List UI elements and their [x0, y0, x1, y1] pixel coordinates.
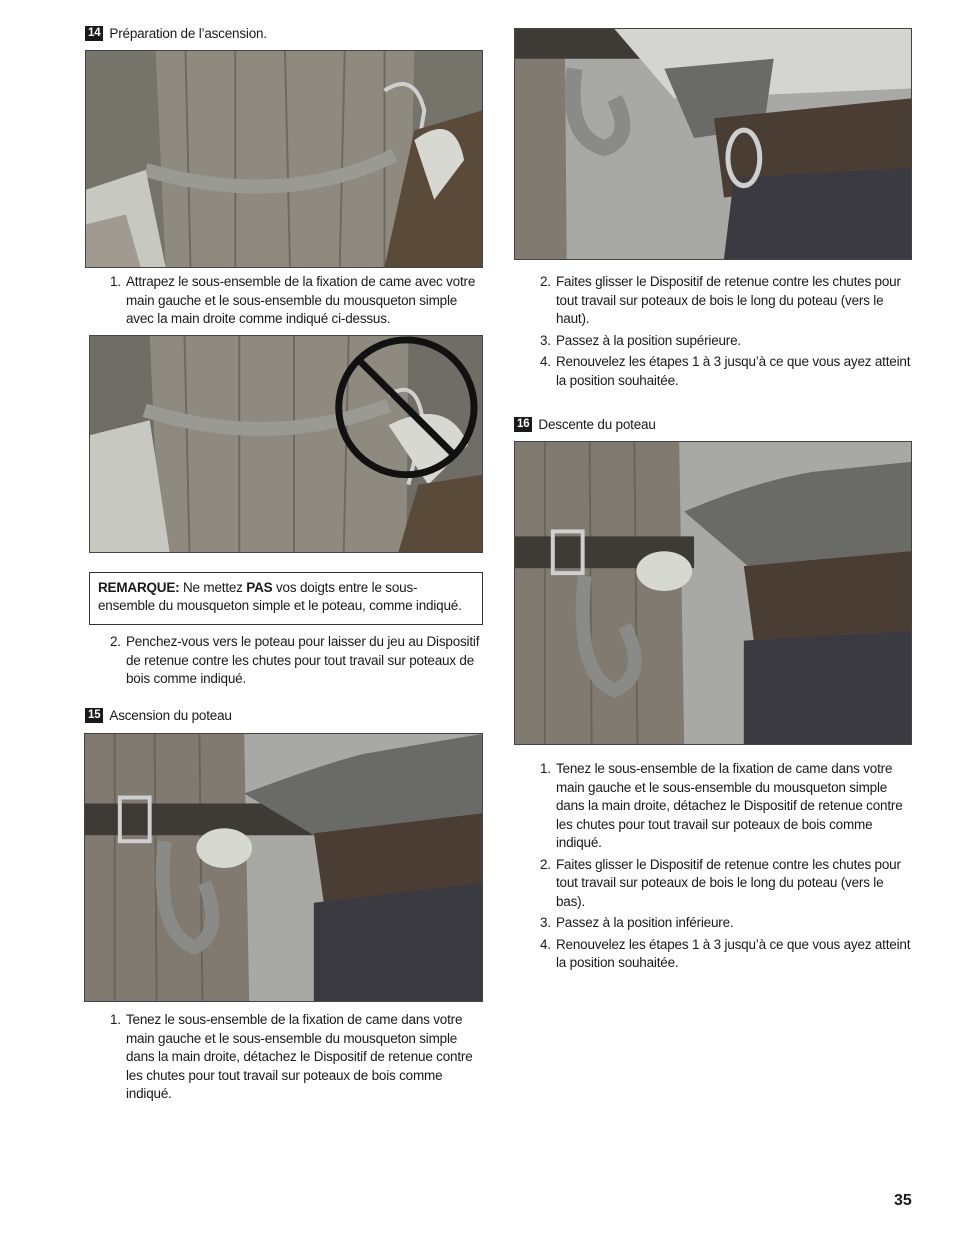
section-15-heading: [85, 708, 232, 723]
remarque-note: [89, 572, 483, 625]
list-item: 1. Tenez le sous-ensemble de la fixation de came dans votre main gauche et le sous-ensemble du mousqueton simple dans la main droite, détachez le Dispositif de retenue contre les chutes pour tout travail sur poteaux de bois comme indiqué.: [110, 1012, 473, 1101]
section-14-heading: [85, 26, 267, 41]
section-15-steps-b: [540, 273, 912, 393]
photo-ascent: [84, 733, 483, 1002]
list-item: 3. Passez à la position supérieure.: [540, 332, 741, 348]
section-15-steps-a: [110, 1011, 482, 1107]
section-16-steps: [540, 760, 912, 976]
section-title: Descente du poteau: [538, 417, 656, 432]
note-text-after: vos doigts entre le sous-ensemble du mousqueton simple et le poteau, comme indiqué.: [98, 580, 462, 613]
photo-slide-up: [514, 28, 912, 260]
list-item: 2. Faites glisser le Dispositif de retenue contre les chutes pour tout travail sur poteaux de bois le long du poteau (vers le bas).: [540, 856, 901, 909]
note-text-before: Ne mettez: [179, 580, 247, 595]
list-item: 4. Renouvelez les étapes 1 à 3 jusqu’à ce que vous ayez atteint la position souhaitée.: [540, 354, 911, 388]
step-number-badge: 15: [85, 708, 103, 723]
list-item: 4. Renouvelez les étapes 1 à 3 jusqu’à ce que vous ayez atteint la position souhaitée.: [540, 936, 911, 970]
list-item: 1. Attrapez le sous-ensemble de la fixation de came avec votre main gauche et le sous-ensemble du mousqueton simple avec la main droite comme indiqué ci-dessus.: [110, 274, 476, 326]
list-item: 2. Penchez-vous vers le poteau pour laisser du jeu au Dispositif de retenue contre les chutes pour tout travail sur poteaux de bois comme indiqué.: [110, 634, 480, 686]
section-14-steps-b: [110, 633, 480, 692]
step-number-badge: 14: [85, 26, 103, 41]
note-emphasis: PAS: [246, 580, 273, 595]
section-14-steps-a: [110, 273, 480, 332]
section-title: Ascension du poteau: [109, 708, 232, 723]
list-item: 2. Faites glisser le Dispositif de retenue contre les chutes pour tout travail sur poteaux de bois le long du poteau (vers le haut).: [540, 274, 901, 326]
page-number: 35: [894, 1192, 912, 1209]
section-title: Préparation de l’ascension.: [109, 26, 267, 41]
photo-descent: [514, 441, 912, 745]
photo-preparation-grip: [85, 50, 483, 268]
photo-incorrect-grip: [89, 335, 483, 553]
list-item: 3. Passez à la position inférieure.: [540, 915, 734, 930]
note-label: REMARQUE:: [98, 580, 180, 595]
section-16-heading: [514, 417, 656, 432]
list-item: 1. Tenez le sous-ensemble de la fixation de came dans votre main gauche et le sous-ensemble du mousqueton simple dans la main droite, détachez le Dispositif de retenue contre les chutes pour tout travail sur poteaux de bois comme indiqué.: [540, 761, 903, 850]
step-number-badge: 16: [514, 417, 532, 432]
